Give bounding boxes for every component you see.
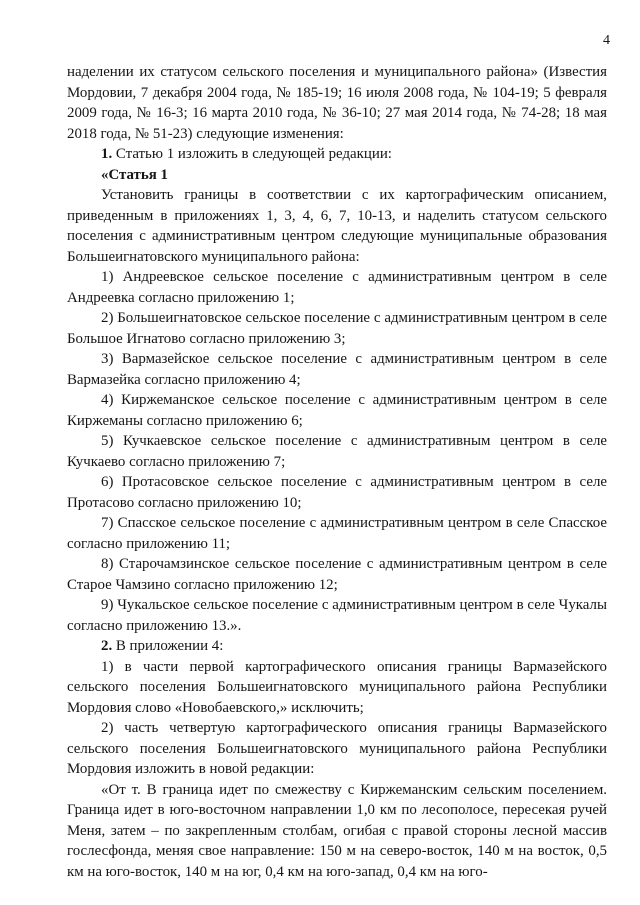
item-1 [67, 144, 607, 165]
settlement-item: 2) Большеигнатовское сельское поселение с административным центром в селе Большое Игнатово согласно приложению 3; [67, 310, 607, 347]
settlement-item: 6) Протасовское сельское поселение с административным центром в селе Протасово согласно приложению 10; [67, 474, 607, 511]
settlement-item: 8) Старочамзинское сельское поселение с административным центром в селе Старое Чамзино согласно приложению 12; [67, 556, 607, 593]
document-body [67, 62, 607, 882]
item-2-subitem: 2) часть четвертую картографического описания границы Вармазейского сельского поселения Большеигнатовского муниципального района Республики Мордовия изложить в новой редакции: [67, 720, 607, 777]
settlement-item: 4) Киржеманское сельское поселение с административным центром в селе Киржеманы согласно приложению 6; [67, 392, 607, 429]
boundary-quote: «От т. В граница идет по смежеству с Киржеманским сельским поселением. Граница идет в юго-восточном направлении 1,0 км по лесополосе, пересекая ручей Меня, затем – по закрепленным столбам, огибая с правой стороны лесной массив гослесфонда, меняя свое направление: 150 м на северо-восток, 140 м на восток, 0,5 км на юго-восток, 140 м на юг, 0,4 км на юго-запад, 0,4 км на юго- [67, 781, 607, 880]
page-number: 4 [603, 33, 610, 48]
settlement-item: 3) Вармазейское сельское поселение с административным центром в селе Вармазейка согласно приложению 4; [67, 351, 607, 388]
settlement-item: 9) Чукальское сельское поселение с административным центром в селе Чукалы согласно приложению 13.». [67, 597, 607, 634]
lead-paragraph: наделении их статусом сельского поселения и муниципального района» (Известия Мордовии, 7 декабря 2004 года, № 185-19; 16 июля 2008 года, № 104-19; 5 февраля 2009 года, № 16-3; 16 марта 2010 года, № 36-10; 27 мая 2014 года, № 74-28; 18 мая 2018 года, № 51-23) следующие изменения: [67, 64, 607, 142]
item-2-number: 2. [101, 638, 113, 654]
article-heading: «Статья 1 [101, 166, 168, 183]
item-1-number: 1. [101, 146, 113, 162]
settlement-item: 1) Андреевское сельское поселение с административным центром в селе Андреевка согласно приложению 1; [67, 269, 607, 306]
item-1-text: Статью 1 изложить в следующей редакции: [112, 146, 392, 162]
item-2 [67, 636, 607, 657]
item-2-text: В приложении 4: [112, 638, 224, 654]
article-intro: Установить границы в соответствии с их картографическим описанием, приведенным в приложениях 1, 3, 4, 6, 7, 10-13, и наделить статусом сельского поселения с административным центром следующие муниципальные образования Большеигнатовского муниципального района: [67, 187, 607, 265]
settlement-item: 7) Спасское сельское поселение с административным центром в селе Спасское согласно приложению 11; [67, 515, 607, 552]
settlement-item: 5) Кучкаевское сельское поселение с административным центром в селе Кучкаево согласно приложению 7; [67, 433, 607, 470]
item-2-subitem: 1) в части первой картографического описания границы Вармазейского сельского поселения Большеигнатовского муниципального района Республики Мордовия слово «Новобаевского,» исключить; [67, 658, 607, 716]
